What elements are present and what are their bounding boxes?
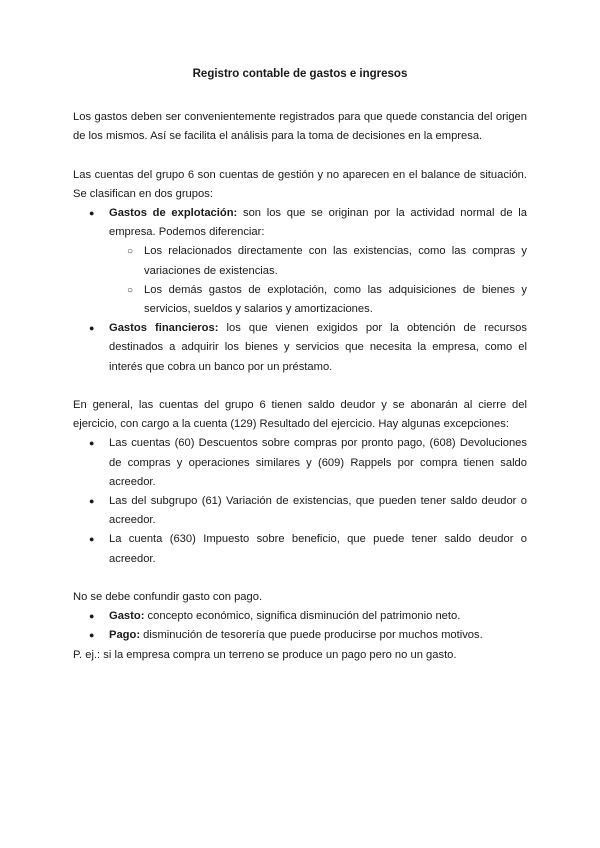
hollow-bullet-icon: ○ [127, 284, 134, 296]
explotacion-sublist [109, 242, 527, 319]
term-label: Gasto: [109, 610, 145, 623]
term-text: son los que se originan por la actividad normal de la empresa. Podemos diferenciar: [109, 207, 527, 239]
exceptions-list [73, 434, 527, 568]
term-label: Pago: [109, 629, 141, 642]
intro-paragraph: Los gastos deben ser convenientemente registrados para que quede constancia del origen de los mismos. Así se facilita el análisis para la toma de decisiones en la empresa. [73, 111, 527, 143]
filled-bullet-icon: ● [89, 611, 95, 622]
filled-bullet-icon: ● [89, 208, 95, 218]
document-body [73, 108, 527, 665]
saldo-intro-paragraph: En general, las cuentas del grupo 6 tienen saldo deudor y se abonarán al cierre del ejercicio, con cargo a la cuenta (129) Resultado del ejercicio. Hay algunas excepciones: [73, 399, 527, 431]
groups-list [73, 204, 527, 377]
list-item-pago [73, 626, 527, 645]
term-text: los que vienen exigidos por la obtención de recursos destinados a adquirir los bienes y servicios que necesita la empresa, como el interés que cobra un banco por un préstamo. [109, 322, 527, 373]
filled-bullet-icon: ● [89, 438, 95, 449]
term-label: Gastos financieros: [109, 322, 219, 335]
list-item-gastos-explotacion [73, 204, 527, 319]
filled-bullet-icon: ● [89, 630, 95, 641]
hollow-bullet-icon: ○ [127, 246, 134, 258]
filled-bullet-icon: ● [89, 323, 95, 334]
example-paragraph: P. ej.: si la empresa compra un terreno se produce un pago pero no un gasto. [73, 648, 457, 661]
term-text: concepto económico, significa disminución del patrimonio neto. [144, 610, 461, 623]
list-item: ● Las cuentas (60) Descuentos sobre compras por pronto pago, (608) Devoluciones de compras y operaciones similares y (609) Rappels por compra tienen saldo acreedor. [73, 434, 527, 492]
sublist-item: ○ Los relacionados directamente con las existencias, como las compras y variaciones de existencias. [73, 242, 527, 280]
sublist-item: ○ Los demás gastos de explotación, como las adquisiciones de bienes y servicios, sueldos y salarios y amortizaciones. [73, 281, 527, 319]
filled-bullet-icon: ● [89, 534, 95, 545]
document-title: Registro contable de gastos e ingresos [192, 68, 408, 80]
list-item: ● La cuenta (630) Impuesto sobre beneficio, que puede tener saldo deudor o acreedor. [73, 530, 527, 568]
term-label: Gastos de explotación: [109, 207, 238, 219]
groups-intro-paragraph: Las cuentas del grupo 6 son cuentas de gestión y no aparecen en el balance de situación. Se clasifican en dos grupos: [73, 168, 527, 200]
list-item: ● Las del subgrupo (61) Variación de existencias, que pueden tener saldo deudor o acreedor. [73, 492, 527, 530]
term-text: disminución de tesorería que puede producirse por muchos motivos. [140, 629, 483, 642]
list-item-gastos-financieros [73, 319, 527, 377]
filled-bullet-icon: ● [89, 496, 95, 507]
gasto-pago-list [73, 607, 527, 645]
list-item-gasto [73, 607, 527, 626]
pago-intro-paragraph: No se debe confundir gasto con pago. [73, 591, 263, 604]
